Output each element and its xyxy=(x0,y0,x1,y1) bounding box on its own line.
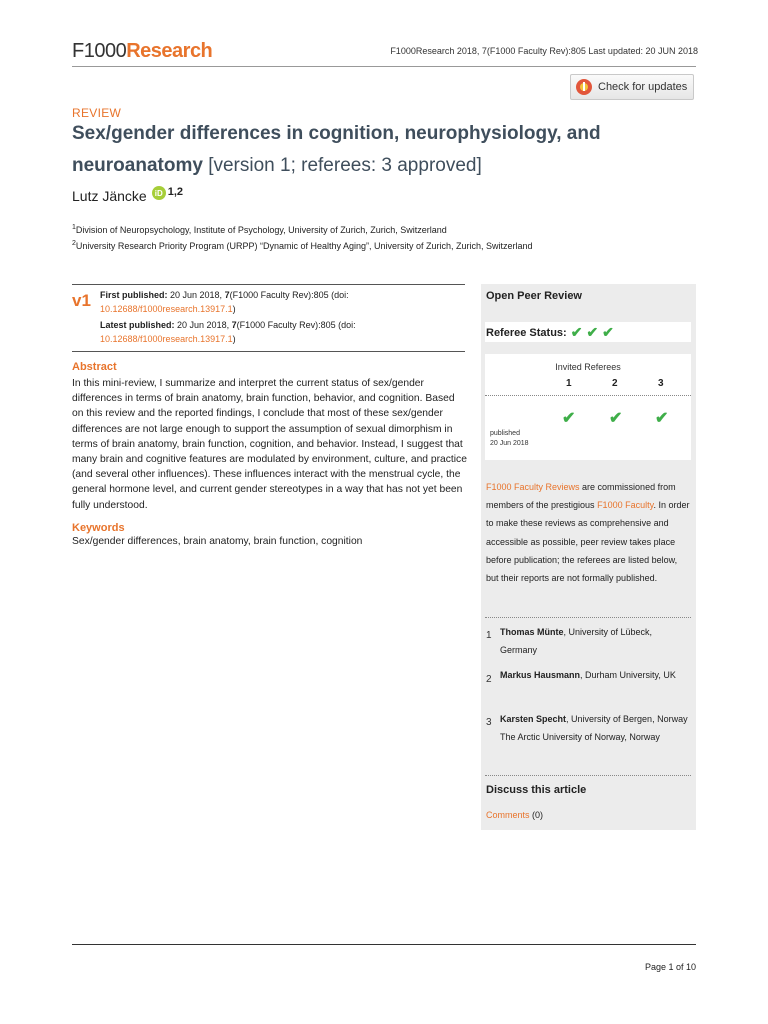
referee-column-3: 3 xyxy=(658,378,664,389)
author-affiliation-refs: 1,2 xyxy=(167,186,184,198)
referee-column-2: 2 xyxy=(612,378,618,389)
footer-divider xyxy=(72,944,696,945)
latest-published: Latest published: 20 Jun 2018, 7(F1000 Faculty Rev):805 (doi: 10.12688/f1000research.13917.1) xyxy=(100,320,356,344)
approved-check-icon: ✔ xyxy=(602,324,614,340)
check-for-updates-label: Check for updates xyxy=(598,81,688,93)
version-label: v1 xyxy=(72,291,91,310)
comments-link[interactable]: Comments xyxy=(486,810,530,820)
referee-1-approved-icon[interactable]: ✔ xyxy=(562,410,576,427)
published-date: published 20 Jun 2018 xyxy=(490,430,529,447)
orcid-icon[interactable]: iD xyxy=(152,186,166,200)
faculty-reviews-note: F1000 Faculty Reviews are commissioned from members of the prestigious F1000 Faculty. In order to make these reviews as comprehensive and accessible as possible, peer review takes place before publication; the referees are listed below, but their reports are not formally published. xyxy=(486,482,690,584)
referee-status: Referee Status: ✔ ✔ ✔ xyxy=(486,324,614,340)
article-type: REVIEW xyxy=(72,106,122,120)
article-meta: F1000Research 2018, 7(F1000 Faculty Rev):805 Last updated: 20 JUN 2018 xyxy=(390,46,698,56)
referee-number: 3 xyxy=(486,717,492,728)
version-divider-bottom xyxy=(72,351,465,352)
referee-1: Thomas Münte, University of Lübeck, Germany xyxy=(500,627,653,655)
approved-check-icon: ✔ xyxy=(586,324,599,340)
author xyxy=(72,188,183,204)
approved-check-icon: ✔ xyxy=(570,324,583,340)
comments: Comments (0) xyxy=(486,810,544,820)
discuss-heading: Discuss this article xyxy=(486,784,587,796)
referee-3: Karsten Specht, University of Bergen, Norway The Arctic University of Norway, Norway xyxy=(500,714,688,742)
referee-number: 1 xyxy=(486,630,492,641)
first-published: First published: 20 Jun 2018, 7(F1000 Faculty Rev):805 (doi: 10.12688/f1000research.13917.1) xyxy=(100,290,349,314)
referee-list-divider-bottom xyxy=(485,775,691,776)
referee-2-approved-icon[interactable]: ✔ xyxy=(609,410,623,427)
invited-referees-label: Invited Referees xyxy=(555,362,621,372)
abstract-heading: Abstract xyxy=(72,361,117,373)
affiliation-1: $^1$Division of Neuropsychology, Institute of Psychology, University of Zurich, Zurich, Switzerland xyxy=(72,224,447,235)
f1000-faculty-link[interactable]: F1000 Faculty xyxy=(597,500,654,511)
f1000-faculty-reviews-link[interactable]: F1000 Faculty Reviews xyxy=(486,482,580,492)
author-name[interactable]: Lutz Jäncke xyxy=(72,188,147,204)
referee-number: 2 xyxy=(486,674,492,685)
version-divider-top xyxy=(72,284,465,285)
table-divider xyxy=(485,395,691,396)
open-peer-review-title: Open Peer Review xyxy=(486,290,582,302)
abstract-text: In this mini-review, I summarize and interpret the current status of sex/gender differences in terms of brain anatomy, brain function, behavior, and cognition. Based on this review and the reported findings, I conclude that most of these sex/gender differences are not large enough to support the assumption of sexual dimorphism in terms of brain anatomy, brain function, cognition, and behavior. Instead, I suggest that many brain and cognitive features are modulated by environment, culture, and practice (and several other influences). These influences interact with the menstrual cycle, the general hormone level, and current gender stereotypes in a way that has not yet been fully understood. xyxy=(72,378,467,511)
referee-list-divider-top xyxy=(485,617,691,618)
header-divider xyxy=(72,66,696,67)
latest-doi-link[interactable]: 10.12688/f1000research.13917.1 xyxy=(100,334,233,344)
page-number: Page 1 of 10 xyxy=(644,962,696,972)
affiliation-2: $^2$University Research Priority Program (URPP) “Dynamic of Healthy Aging”, University of Zurich, Zurich, Switzerland xyxy=(72,240,533,251)
referee-2: Markus Hausmann, Durham University, UK xyxy=(500,670,676,680)
keywords-text: Sex/gender differences, brain anatomy, brain function, cognition xyxy=(72,536,363,547)
referee-column-1: 1 xyxy=(566,378,572,389)
referee-3-approved-icon[interactable]: ✔ xyxy=(655,410,669,427)
crossmark-icon xyxy=(576,79,592,95)
keywords-heading: Keywords xyxy=(72,522,125,534)
check-for-updates-button[interactable] xyxy=(570,74,694,100)
f1000research-logo: F1000Research xyxy=(72,40,213,62)
article-title: Sex/gender differences in cognition, neurophysiology, and neuroanatomy [version 1; referees: 3 approved] xyxy=(72,123,601,176)
first-doi-link[interactable]: 10.12688/f1000research.13917.1 xyxy=(100,304,233,314)
